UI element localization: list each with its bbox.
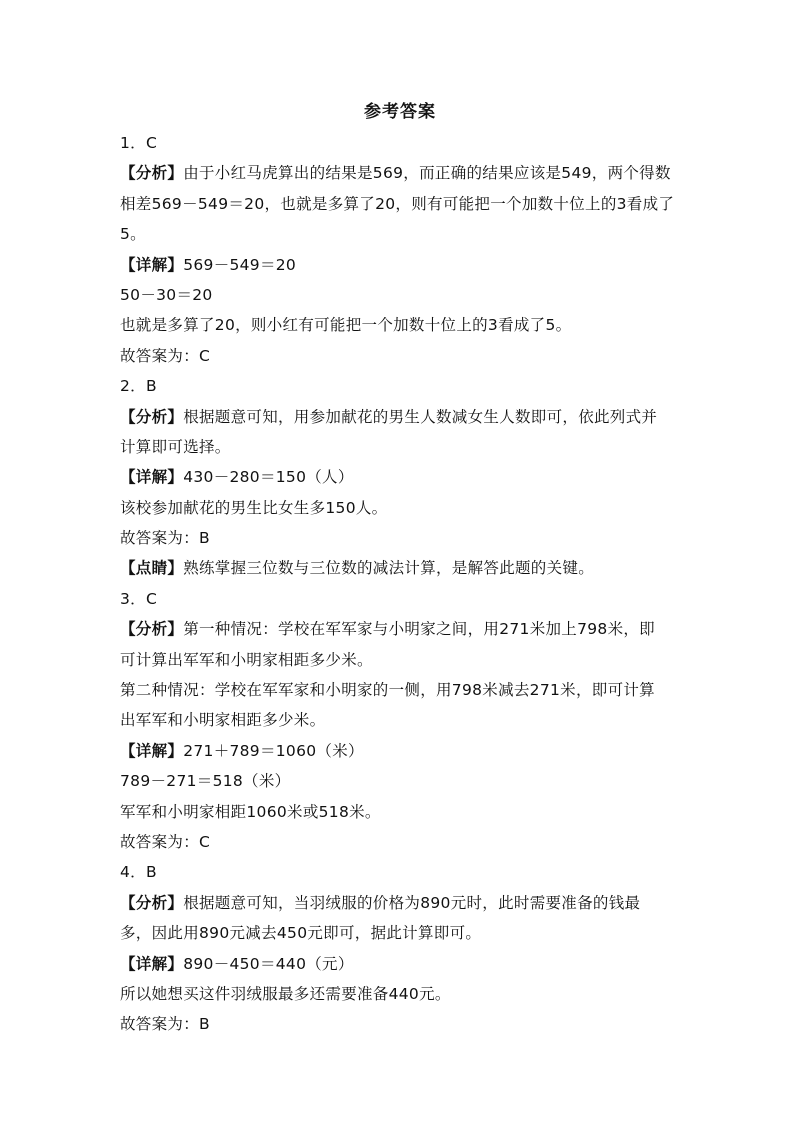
line-text: 4．B [120,863,157,882]
answer-line [120,402,690,432]
answer-line [120,857,690,887]
section-tag: 【分析】 [120,407,184,426]
line-text: 890－450＝440（元） [183,954,354,973]
line-text: 5。 [120,225,146,244]
answer-line [120,645,690,675]
answer-line [120,827,690,857]
line-text: 3．C [120,589,158,608]
line-text: 军军和小明家相距1060米或518米。 [120,802,381,821]
answer-line [120,614,690,644]
answer-line [120,1009,690,1039]
answer-line [120,462,690,492]
section-tag: 【分析】 [120,893,184,912]
line-text: 故答案为：C [120,832,211,851]
line-text: 第一种情况：学校在军军家与小明家之间，用271米加上798米，即 [183,620,655,639]
line-text: 计算即可选择。 [120,437,231,456]
line-text: 故答案为：B [120,1015,210,1034]
section-tag: 【详解】 [120,954,184,973]
line-text: 也就是多算了20，则小红有可能把一个加数十位上的3看成了5。 [120,316,572,335]
line-text: 相差569－549＝20，也就是多算了20，则有可能把一个加数十位上的3看成了 [120,194,675,213]
line-text: 569－549＝20 [183,255,297,274]
answer-line [120,219,690,249]
section-tag: 【详解】 [120,255,184,274]
answer-line [120,949,690,979]
answer-line [120,371,690,401]
answer-line [120,675,690,705]
answer-line [120,432,690,462]
line-text: 根据题意可知，用参加献花的男生人数减女生人数即可，依此列式并 [183,407,658,426]
line-text: 多，因此用890元减去450元即可，据此计算即可。 [120,924,482,943]
line-text: 2．B [120,377,157,396]
line-text: 根据题意可知，当羽绒服的价格为890元时，此时需要准备的钱最 [183,893,641,912]
answer-line [120,979,690,1009]
section-tag: 【分析】 [120,620,184,639]
line-text: 可计算出军军和小明家相距多少米。 [120,650,373,669]
line-text: 由于小红马虎算出的结果是569，而正确的结果应该是549，两个得数 [183,164,671,183]
answer-line [120,766,690,796]
line-text: 故答案为：C [120,346,211,365]
answer-line [120,280,690,310]
answer-line [120,736,690,766]
answer-line [120,128,690,158]
section-tag: 【详解】 [120,741,184,760]
line-text: 故答案为：B [120,529,210,548]
answer-line [120,705,690,735]
line-text: 该校参加献花的男生比女生多150人。 [120,498,388,517]
line-text: 第二种情况：学校在军军家和小明家的一侧，用798米减去271米，即可计算 [120,681,655,700]
line-text: 789－271＝518（米） [120,772,291,791]
answer-line [120,584,690,614]
section-tag: 【分析】 [120,164,184,183]
line-text: 出军军和小明家相距多少米。 [120,711,326,730]
line-text: 271＋789＝1060（米） [183,741,364,760]
answer-line [120,523,690,553]
section-tag: 【详解】 [120,468,184,487]
line-text: 430－280＝150（人） [183,468,354,487]
answer-line [120,553,690,583]
answer-line [120,189,690,219]
answer-content [120,128,690,1040]
answer-line [120,918,690,948]
answer-line [120,310,690,340]
answer-line [120,493,690,523]
answer-line [120,797,690,827]
page-title: 参考答案 [364,102,436,122]
answer-line [120,888,690,918]
line-text: 所以她想买这件羽绒服最多还需要准备440元。 [120,984,451,1003]
line-text: 熟练掌握三位数与三位数的减法计算，是解答此题的关键。 [183,559,595,578]
answer-line [120,341,690,371]
section-tag: 【点睛】 [120,559,184,578]
answer-line [120,250,690,280]
answer-line [120,158,690,188]
line-text: 1．C [120,134,158,152]
line-text: 50－30＝20 [120,285,213,304]
